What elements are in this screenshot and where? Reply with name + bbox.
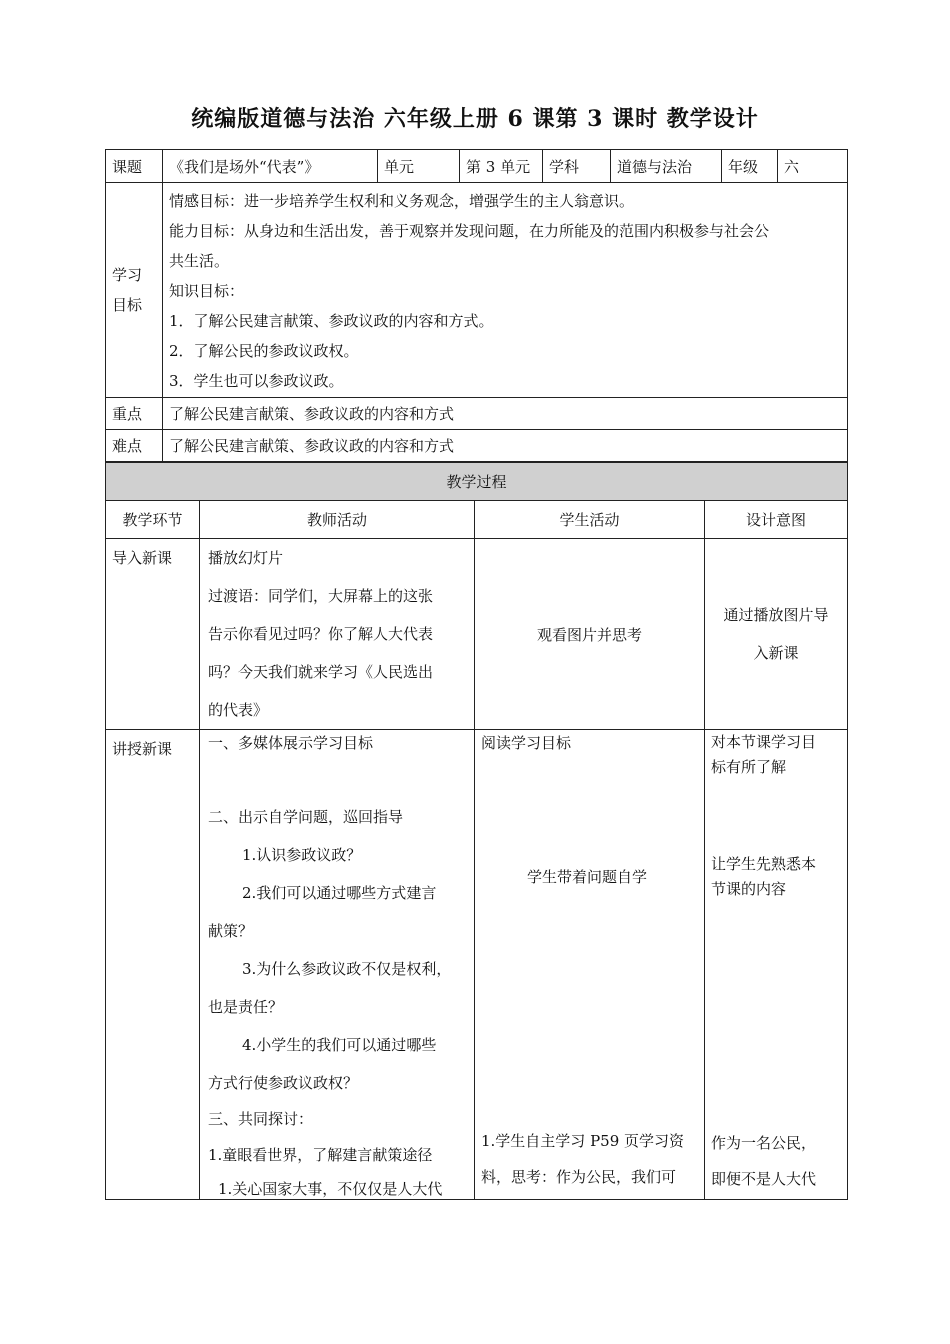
goal-line: 共生活。 [169, 252, 230, 270]
goal-line: 知识目标： [169, 282, 245, 300]
key-point-text: 了解公民建言献策、参政议政的内容和方式 [163, 398, 848, 430]
teacher-line: 过渡语：同学们，大屏幕上的这张 [208, 587, 434, 605]
goal-line: 1．了解公民建言献策、参政议政的内容和方式。 [169, 312, 494, 330]
teacher-line: 吗？今天我们就来学习《人民选出 [208, 663, 434, 681]
teacher-line: 告示你看见过吗？你了解人大代表 [208, 625, 434, 643]
goal-line: 3．学生也可以参政议政。 [169, 372, 344, 390]
teacher-line: 一、多媒体展示学习目标 [208, 734, 374, 752]
teacher-line: 的代表》 [208, 701, 269, 719]
key-point-label: 重点 [106, 398, 163, 430]
unit-label: 单元 [378, 150, 460, 183]
intent-line: 即便不是人大代 [711, 1170, 817, 1188]
process-table [105, 462, 848, 1200]
difficult-point-text: 了解公民建言献策、参政议政的内容和方式 [163, 430, 848, 462]
difficult-point-label: 难点 [106, 430, 163, 462]
page-title: 统编版道德与法治 六年级上册 6 课第 3 课时 教学设计 [191, 106, 759, 132]
teacher-line: 也是责任？ [208, 998, 284, 1016]
student-line: 1.学生自主学习 P59 页学习资 [481, 1132, 685, 1150]
student-line: 学生带着问题自学 [527, 868, 648, 886]
student-line: 料，思考：作为公民，我们可 [481, 1168, 677, 1186]
student-line: 阅读学习目标 [481, 734, 572, 752]
goal-line: 情感目标：进一步培养学生权利和义务观念，增强学生的主人翁意识。 [169, 192, 635, 210]
teach-design-intent [705, 730, 848, 1200]
intent-line: 通过播放图片导 [723, 606, 829, 624]
intent-line: 标有所了解 [711, 758, 787, 776]
grade-value: 六 [778, 150, 848, 183]
lesson-info-table [105, 149, 848, 462]
teacher-line: 1.关心国家大事，不仅仅是人大代 [218, 1180, 443, 1198]
goals-label [106, 183, 163, 398]
goals-label-line: 目标 [112, 296, 143, 314]
intent-line: 作为一名公民， [711, 1134, 817, 1152]
intent-line: 节课的内容 [711, 880, 787, 898]
column-header: 学生活动 [475, 501, 705, 539]
goal-line: 能力目标：从身边和生活出发，善于观察并发现问题，在力所能及的范围内积极参与社会公 [169, 222, 770, 240]
teacher-line: 播放幻灯片 [208, 549, 284, 567]
subject-label: 学科 [543, 150, 611, 183]
teacher-line: 献策？ [208, 922, 254, 940]
column-header: 教学环节 [106, 501, 200, 539]
teacher-line: 1.童眼看世界，了解建言献策途径 [208, 1146, 433, 1164]
subject-value: 道德与法治 [611, 150, 722, 183]
teacher-line: 方式行使参政议政权？ [208, 1074, 359, 1092]
intro-student-activity: 观看图片并思考 [475, 539, 705, 730]
teacher-line: 2.我们可以通过哪些方式建言 [242, 884, 437, 902]
goal-line: 2．了解公民的参政议政权。 [169, 342, 359, 360]
unit-value: 第 3 单元 [460, 150, 543, 183]
teach-teacher-activity [200, 730, 475, 1200]
intro-teacher-activity [200, 539, 475, 730]
teacher-line: 三、共同探讨： [208, 1110, 314, 1128]
intent-line: 对本节课学习目 [711, 733, 817, 751]
topic-label: 课题 [106, 150, 163, 183]
teach-student-activity [475, 730, 705, 1200]
intent-line: 入新课 [753, 644, 799, 662]
column-header: 教师活动 [200, 501, 475, 539]
teacher-line: 4.小学生的我们可以通过哪些 [242, 1036, 437, 1054]
column-header: 设计意图 [705, 501, 848, 539]
grade-label: 年级 [722, 150, 778, 183]
topic-value: 《我们是场外“代表”》 [163, 150, 378, 183]
teacher-line: 1.认识参政议政？ [242, 846, 362, 864]
goals-content [163, 183, 848, 398]
stage-intro: 导入新课 [106, 539, 200, 730]
stage-teach: 讲授新课 [106, 730, 200, 1200]
goals-label-line: 学习 [112, 266, 143, 284]
teacher-line: 二、出示自学问题，巡回指导 [208, 808, 404, 826]
process-header: 教学过程 [106, 463, 848, 501]
intent-line: 让学生先熟悉本 [711, 855, 817, 873]
teacher-line: 3.为什么参政议政不仅是权利， [242, 960, 452, 978]
intro-design-intent [705, 539, 848, 730]
